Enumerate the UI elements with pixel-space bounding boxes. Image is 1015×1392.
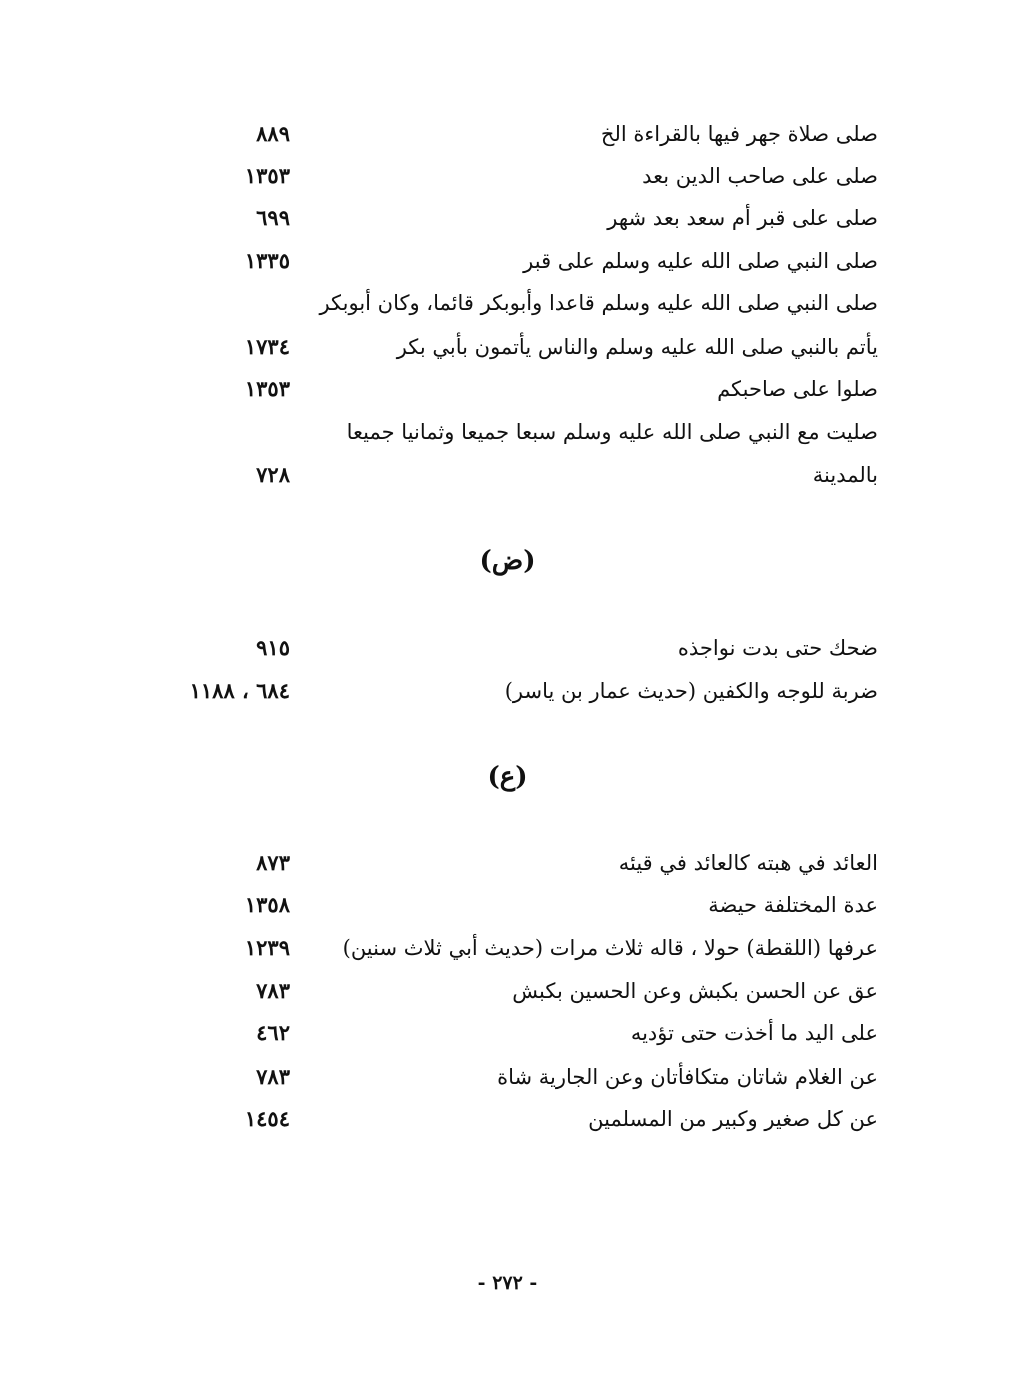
entry-text: على اليد ما أخذت حتى تؤديه xyxy=(630,1021,878,1045)
index-entry xyxy=(150,1015,878,1059)
index-entry xyxy=(150,329,878,373)
entry-page-ref: ١٧٣٤ xyxy=(244,334,290,359)
entry-page-ref: ٨٨٩ xyxy=(256,121,290,146)
entry-page-ref: ٩١٥ xyxy=(256,635,290,660)
entry-page-ref: ٧٨٣ xyxy=(256,978,290,1003)
entry-page-ref: ١٣٥٨ xyxy=(244,892,290,917)
entry-text: عق عن الحسن بكبش وعن الحسين بكبش xyxy=(512,979,878,1003)
entry-page-ref: ٧٢٨ xyxy=(256,462,290,487)
entry-text: العائد في هبته كالعائد في قيئه xyxy=(618,851,878,875)
entry-text: عن كل صغير وكبير من المسلمين xyxy=(588,1107,878,1131)
index-entry xyxy=(150,630,878,674)
index-entry xyxy=(150,845,878,889)
index-entry xyxy=(150,930,878,974)
section-heading: (ع) xyxy=(487,762,528,792)
index-entry xyxy=(150,200,878,244)
entry-text: صلى على صاحب الدين بعد xyxy=(642,164,878,188)
entry-page-ref: ١٤٥٤ xyxy=(244,1106,290,1131)
index-entry xyxy=(150,887,878,931)
index-entry xyxy=(150,1059,878,1103)
index-entry xyxy=(150,1101,878,1145)
entry-page-ref: ٤٦٢ xyxy=(256,1020,290,1045)
entry-text: صلى النبي صلى الله عليه وسلم قاعدا وأبوبكر قائما، وكان أبوبكر xyxy=(319,291,878,315)
entry-text: صليت مع النبي صلى الله عليه وسلم سبعا جميعا وثمانيا جميعا xyxy=(346,420,878,444)
entry-text: ضحك حتى بدت نواجذه xyxy=(677,636,878,660)
entry-page-ref: ١٣٣٥ xyxy=(244,248,290,273)
index-entry xyxy=(150,116,878,160)
entry-text: عن الغلام شاتان متكافأتان وعن الجارية شاة xyxy=(497,1065,878,1089)
entry-text: صلوا على صاحبكم xyxy=(717,377,878,401)
entry-page-ref: ٨٧٣ xyxy=(256,850,290,875)
entry-page-ref: ١٣٥٣ xyxy=(244,376,290,401)
page-number: - ٢٧٢ - xyxy=(477,1272,538,1294)
entry-text: صلى على قبر أم سعد بعد شهر xyxy=(607,206,878,230)
entry-text: بالمدينة xyxy=(812,463,878,487)
entry-text: ضربة للوجه والكفين (حديث عمار بن ياسر) xyxy=(504,679,878,703)
section-heading: (ض) xyxy=(479,546,536,576)
entry-text: عرفها (اللقطة) حولا ، قاله ثلاث مرات (حديث أبي ثلاث سنين) xyxy=(342,936,878,960)
entry-page-ref: ٦٩٩ xyxy=(256,205,290,230)
index-entry xyxy=(150,371,878,415)
entry-text: عدة المختلفة حيضة xyxy=(708,893,878,917)
index-entry xyxy=(150,673,878,717)
entry-text: صلى صلاة جهر فيها بالقراءة الخ xyxy=(600,122,878,146)
entry-text: يأتم بالنبي صلى الله عليه وسلم والناس يأتمون بأبي بكر xyxy=(396,335,878,359)
entry-page-ref: ١٢٣٩ xyxy=(244,935,290,960)
entry-page-ref: ٦٨٤ ، ١١٨٨ xyxy=(189,678,290,703)
index-entry xyxy=(150,414,878,458)
index-entry xyxy=(150,457,878,501)
index-entry xyxy=(150,285,878,329)
entry-text: صلى النبي صلى الله عليه وسلم على قبر xyxy=(523,249,878,273)
entry-page-ref: ١٣٥٣ xyxy=(244,163,290,188)
index-entry xyxy=(150,973,878,1017)
index-entry xyxy=(150,243,878,287)
index-entry xyxy=(150,158,878,202)
entry-page-ref: ٧٨٣ xyxy=(256,1064,290,1089)
